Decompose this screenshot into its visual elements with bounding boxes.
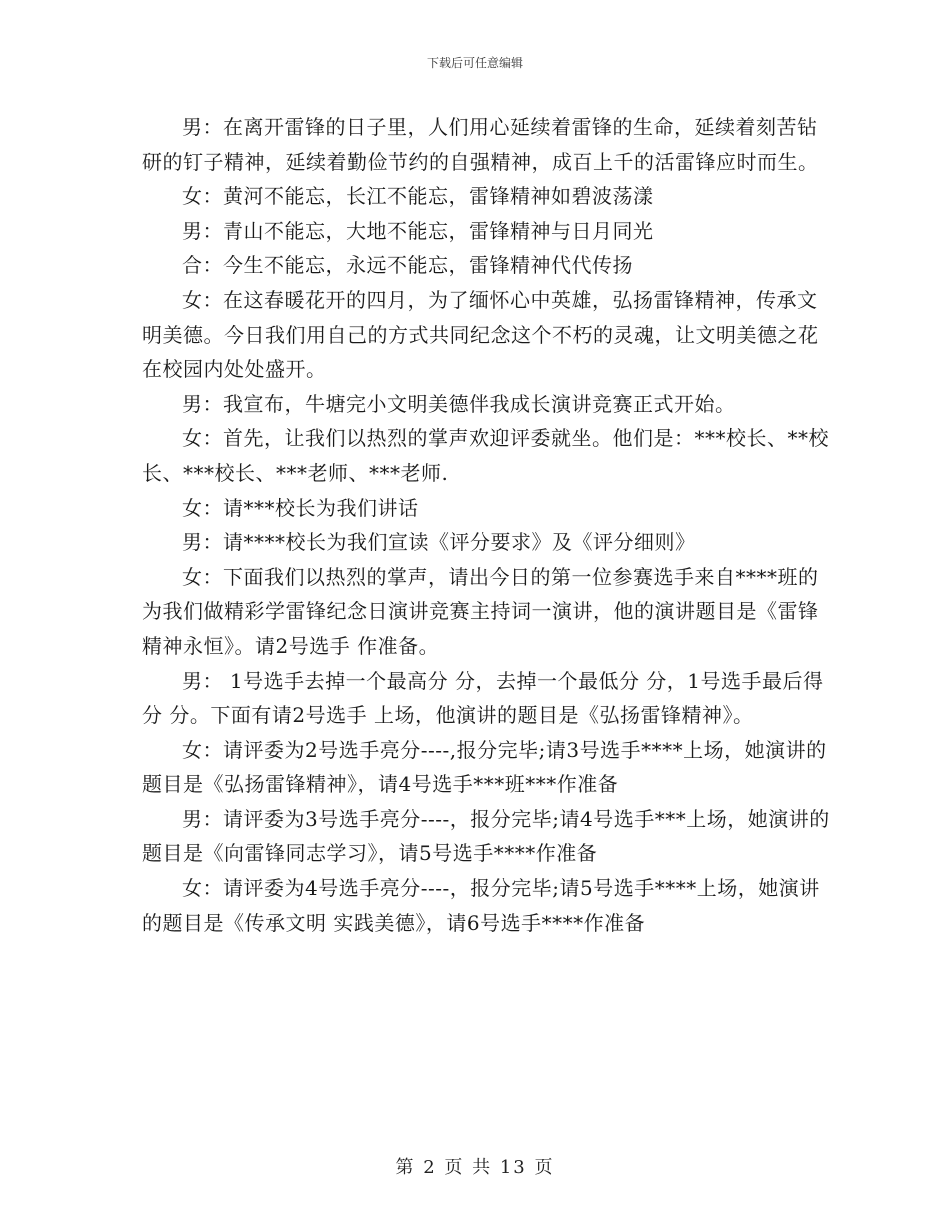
document-body [142,110,832,940]
paragraph: 女：请评委为4号选手亮分----，报分完毕;请5号选手****上场，她演讲的题目是《传承文明 实践美德》，请6号选手****作准备 [142,876,820,935]
paragraph: 女：下面我们以热烈的掌声，请出今日的第一位参赛选手来自****班的 为我们做精彩学雷锋纪念日演讲竞赛主持词一演讲，他的演讲题目是《雷锋精神永恒》。请2号选手 作准备。 [142,564,826,658]
paragraph: 女：首先，让我们以热烈的掌声欢迎评委就坐。他们是：***校长、**校长、***校长、***老师、***老师. [142,426,829,485]
paragraph: 男：请****校长为我们宣读《评分要求》及《评分细则》 [182,530,696,555]
paragraph: 男：在离开雷锋的日子里，人们用心延续着雷锋的生命，延续着刻苦钻研的钉子精神，延续着勤俭节约的自强精神，成百上千的活雷锋应时而生。 [142,115,819,174]
paragraph: 男：青山不能忘，大地不能忘，雷锋精神与日月同光 [182,218,654,243]
paragraph: 男：请评委为3号选手亮分----，报分完毕;请4号选手***上场，她演讲的题目是《向雷锋同志学习》，请5号选手****作准备 [142,806,830,866]
page-header: 下载后可任意编辑 [426,56,523,70]
paragraph: 合：今生不能忘，永远不能忘，雷锋精神代代传扬 [182,253,633,278]
paragraph: 女：请评委为2号选手亮分----,报分完毕;请3号选手****上场，她演讲的题目是《弘扬雷锋精神》，请4号选手***班***作准备 [142,737,827,797]
paragraph: 男： 1号选手去掉一个最高分 分，去掉一个最低分 分，1号选手最后得分 分。下面有请2号选手 上场，他演讲的题目是《弘扬雷锋精神》。 [142,668,824,728]
paragraph: 女：黄河不能忘，长江不能忘，雷锋精神如碧波荡漾 [182,184,654,209]
paragraph: 男：我宣布，牛塘完小文明美德伴我成长演讲竞赛正式开始。 [182,391,736,416]
page-footer: 第 2 页 共 13 页 [395,1157,555,1178]
paragraph: 女：在这春暖花开的四月，为了缅怀心中英雄，弘扬雷锋精神，传承文明美德。今日我们用自己的方式共同纪念这个不朽的灵魂，让文明美德之花在校园内处处盛开。 [142,287,819,382]
paragraph: 女：请***校长为我们讲话 [182,495,419,520]
